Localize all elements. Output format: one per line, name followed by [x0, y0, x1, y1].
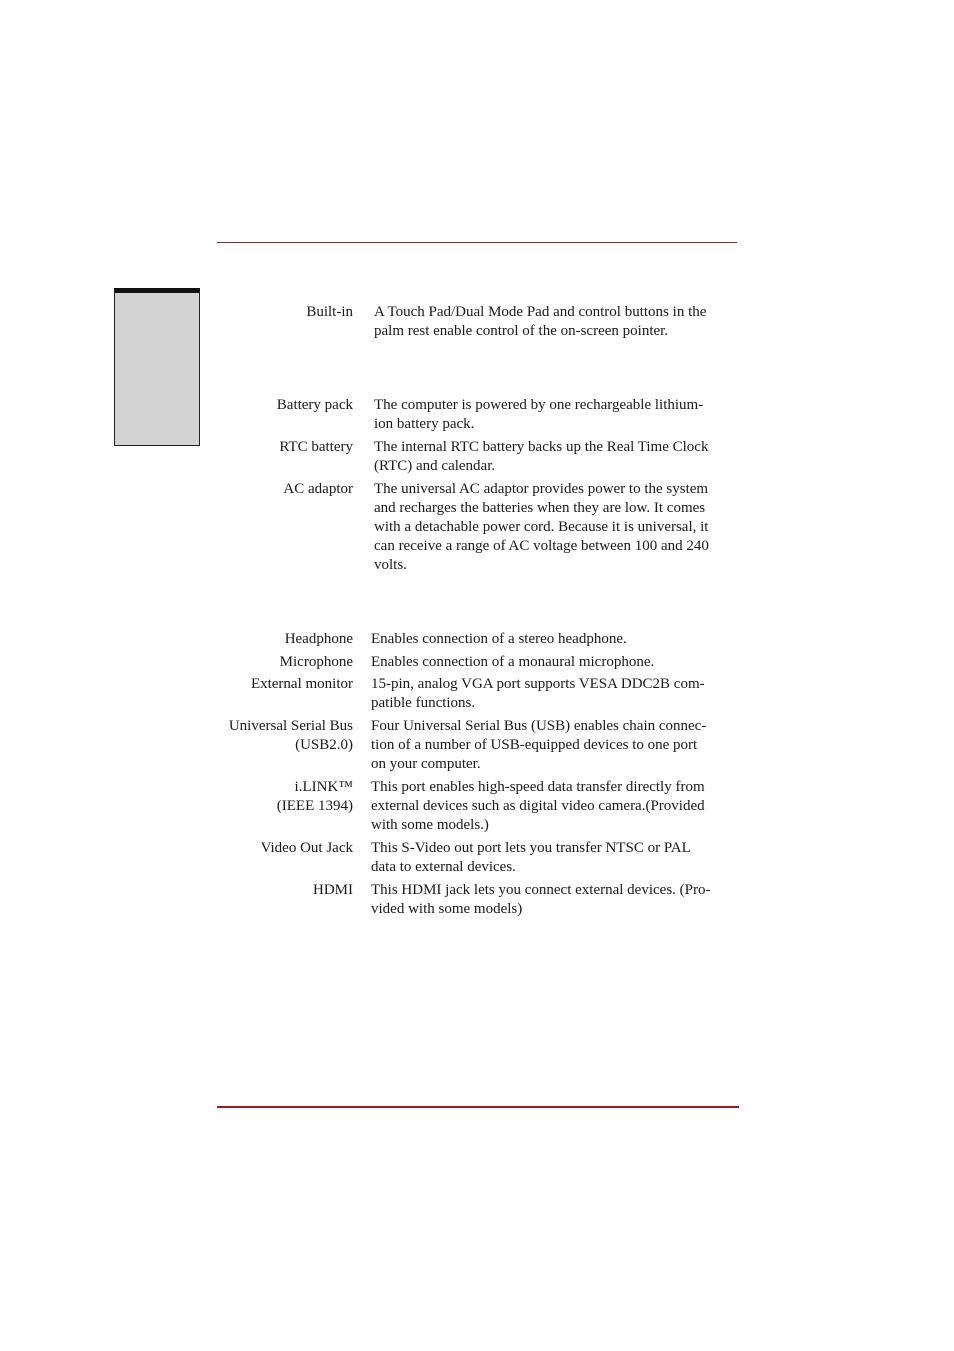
desc-microphone: Enables connection of a monaural microphone. [371, 654, 655, 670]
term-video-out-jack: Video Out Jack [260, 840, 353, 856]
term-ilink: i.LINK™ (IEEE 1394) [276, 779, 353, 814]
header-rule [217, 242, 737, 243]
desc-external-monitor: 15-pin, analog VGA port supports VESA DDC2B com- patible functions. [371, 676, 705, 711]
desc-headphone: Enables connection of a stereo headphone. [371, 631, 627, 647]
desc-hdmi: This HDMI jack lets you connect external devices. (Pro- vided with some models) [371, 882, 711, 917]
desc-battery-pack: The computer is powered by one rechargeable lithium- ion battery pack. [374, 397, 704, 432]
term-built-in: Built-in [306, 304, 353, 320]
desc-rtc-battery: The internal RTC battery backs up the Real Time Clock (RTC) and calendar. [374, 439, 709, 474]
desc-ac-adaptor: The universal AC adaptor provides power to the system and recharges the batteries when they are low. It comes with a detachable power cord. Because it is universal, it can receive a range of AC voltage between 100 and 240 volts. [374, 481, 709, 573]
term-hdmi: HDMI [313, 882, 353, 898]
footer-rule [217, 1106, 739, 1108]
term-battery-pack: Battery pack [276, 397, 353, 413]
chapter-thumb-tab [114, 288, 200, 446]
desc-ilink: This port enables high-speed data transfer directly from external devices such as digital video camera.(Provided with some models.) [371, 779, 705, 833]
term-rtc-battery: RTC battery [279, 439, 353, 455]
desc-video-out-jack: This S-Video out port lets you transfer NTSC or PAL data to external devices. [371, 840, 691, 875]
desc-built-in: A Touch Pad/Dual Mode Pad and control buttons in the palm rest enable control of the on-screen pointer. [374, 304, 707, 339]
term-usb: Universal Serial Bus (USB2.0) [228, 718, 353, 753]
term-ac-adaptor: AC adaptor [283, 481, 353, 497]
term-headphone: Headphone [284, 631, 353, 647]
desc-usb: Four Universal Serial Bus (USB) enables chain connec- tion of a number of USB-equipped devices to one port on your computer. [371, 718, 707, 772]
term-external-monitor: External monitor [250, 676, 353, 692]
term-microphone: Microphone [279, 654, 353, 670]
